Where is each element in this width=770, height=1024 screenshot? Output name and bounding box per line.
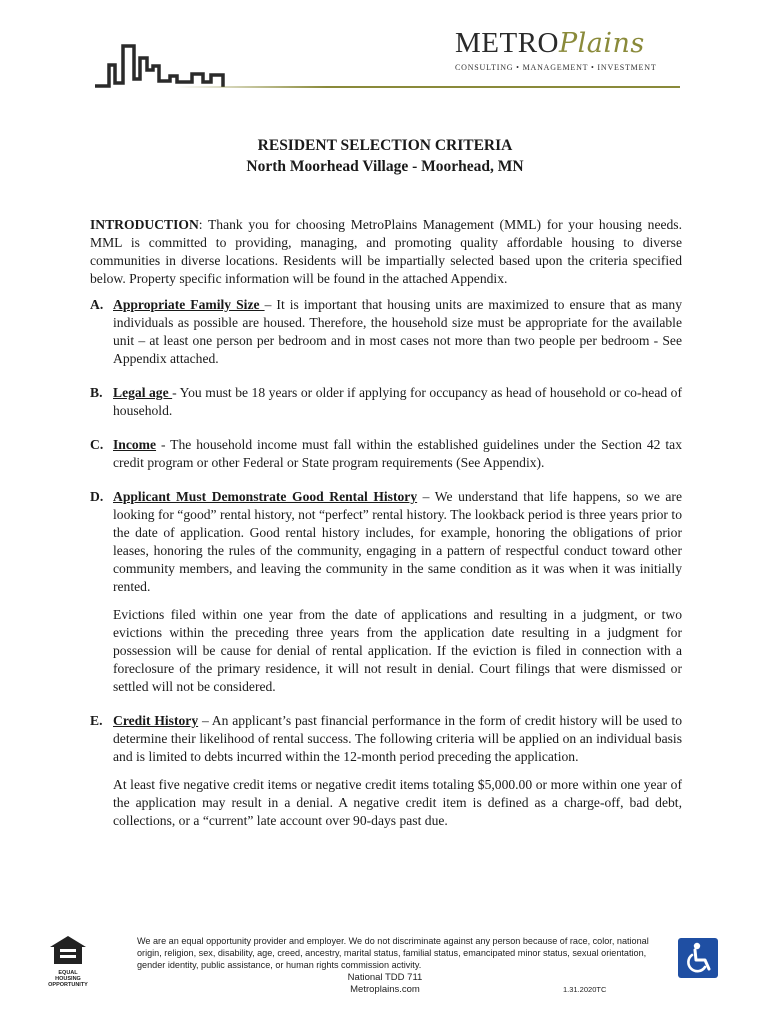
website-text: Metroplains.com <box>350 984 420 995</box>
header-divider <box>175 86 680 88</box>
document-subtitle: North Moorhead Village - Moorhead, MN <box>246 158 524 175</box>
section-title: Appropriate Family Size <box>113 297 265 312</box>
house-icon <box>49 935 87 965</box>
section-letter: B. <box>90 385 103 400</box>
section-b <box>90 384 682 420</box>
section-c <box>90 436 682 472</box>
equal-opportunity-statement: We are an equal opportunity provider and employer. We do not discriminate against any person because of race, color, national origin, religion, sex, disability, age, creed, ancestry, marital status, familial status, emancipated minor status, sexual orientation, gender identity, public assistance, or human rights commission activity. <box>137 936 649 970</box>
equal-housing-label: EQUAL HOUSING <box>55 970 81 982</box>
section-d <box>90 488 682 696</box>
introduction-paragraph <box>90 216 682 288</box>
logo-metro-text: METRO <box>455 27 559 59</box>
page-footer <box>0 930 770 1024</box>
section-title: Income <box>113 437 157 452</box>
section-e <box>90 712 682 830</box>
section-letter: C. <box>90 437 104 452</box>
section-text: - You must be 18 years or older if applying for occupancy as head of household or co-head of household. <box>113 385 682 418</box>
metroplains-logo <box>455 28 685 72</box>
tdd-number: National TDD 711 <box>347 972 423 983</box>
section-text: – An applicant’s past financial performance in the form of credit history will be used to determine their likelihood of rental success. The following criteria will be applied on an individual basis and is limited to debts incurred within the 12-month period preceding the application. <box>113 713 683 764</box>
section-extra-text: At least five negative credit items or negative credit items totaling $5,000.00 or more within one year of the application may result in a denial. A negative credit item is defined as a charge-off, bad debt, collections, or a “current” late account over 90-days past due. <box>113 777 682 828</box>
introduction-text: : Thank you for choosing MetroPlains Management (MML) for your housing needs. MML is committed to providing, managing, and promoting quality affordable housing to diverse communities in diverse locations. Residents will be impartially selected based upon the criteria specified below. Property specific information will be found in the attached Appendix. <box>90 217 682 286</box>
document-title: RESIDENT SELECTION CRITERIA <box>257 137 513 154</box>
city-skyline-graphic <box>95 38 230 88</box>
section-text: – It is important that housing units are maximized to ensure that as many individuals as possible are housed. Therefore, the household size must be appropriate for the available unit – at least one person per bedroom and in most cases not more than two people per bedroom - See Appendix attached. <box>113 297 683 366</box>
section-title: Credit History <box>113 713 199 728</box>
page-header <box>0 0 770 110</box>
logo-plains-text: Plains <box>559 28 645 59</box>
accessibility-icon <box>678 938 718 978</box>
introduction-label: INTRODUCTION <box>90 217 199 232</box>
section-letter: D. <box>90 489 104 504</box>
equal-housing-label: OPPORTUNITY <box>48 982 88 988</box>
section-text: – We understand that life happens, so we are looking for “good” rental history, not “perfect” rental history. The lookback period is three years prior to the date of application. Good rental history includes, for example, honoring the obligations of prior leases, honoring the rules of the community, engaging in a pattern of respectful conduct toward other community members, and leaving the community in the same condition as it was when it was initially rented. <box>113 489 682 594</box>
section-a <box>90 296 682 368</box>
section-title: Legal age <box>113 385 173 400</box>
section-letter: E. <box>90 713 103 728</box>
section-letter: A. <box>90 297 104 312</box>
document-body <box>90 216 682 846</box>
logo-tagline: CONSULTING • MANAGEMENT • INVESTMENT <box>455 63 657 72</box>
revision-code: 1.31.2020TC <box>563 985 607 994</box>
section-text: - The household income must fall within the established guidelines under the Section 42 tax credit program or other Federal or State program requirements (See Appendix). <box>113 437 682 470</box>
section-extra-text: Evictions filed within one year from the date of applications and resulting in a judgment, or two evictions within the preceding three years from the application date resulting in a judgment for possession will be cause for denial of rental application. If the eviction is filed in connection with a foreclosure of the primary residence, it will not result in denial. Court filings that were dismissed or settled will not be considered. <box>113 607 682 694</box>
section-title: Applicant Must Demonstrate Good Rental History <box>113 489 418 504</box>
